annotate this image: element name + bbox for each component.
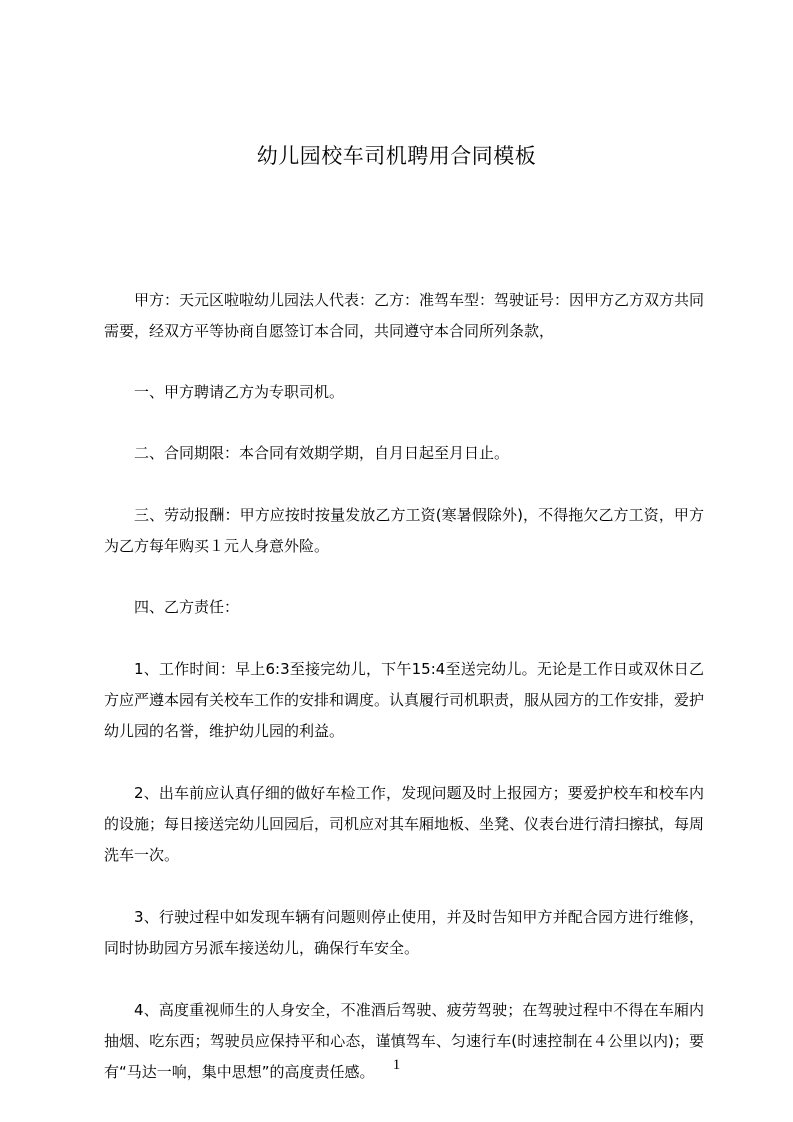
paragraph-clause-4: 四、乙方责任：: [134, 598, 240, 616]
paragraph-clause-1: 一、甲方聘请乙方为专职司机。: [134, 383, 345, 401]
paragraph-parties: 甲方：天元区啦啦幼儿园法人代表：乙方：准驾车型：驾驶证号：因甲方乙方双方共同需要，经双方平等协商自愿签订本合同，共同遵守本合同所列条款，: [104, 291, 705, 340]
paragraph-duty-1: 1、工作时间：早上6:3至接完幼儿，下午15:4至送完幼儿。无论是工作日或双休日乙方应严遵本园有关校车工作的安排和调度。认真履行司机职责，服从园方的工作安排，爱护幼儿园的名誉，维护幼儿园的利益。: [104, 660, 705, 740]
paragraph-duty-3: 3、行驶过程中如发现车辆有问题则停止使用，并及时告知甲方并配合园方进行维修，同时协助园方另派车接送幼儿，确保行车安全。: [104, 908, 704, 957]
paragraph-duty-4: 4、高度重视师生的人身安全，不准酒后驾驶、疲劳驾驶；在驾驶过程中不得在车厢内抽烟、吃东西；驾驶员应保持平和心态，谨慎驾车、匀速行车(时速控制在４公里以内)；要有“马达一响，集中思想”的高度责任感。: [104, 1001, 704, 1081]
paragraph-clause-2: 二、合同期限：本合同有效期学期，自月日起至月日止。: [134, 444, 510, 462]
page-number: 1: [392, 1057, 401, 1073]
paragraph-duty-2: 2、出车前应认真仔细的做好车检工作，发现问题及时上报园方；要爱护校车和校车内的设施；每日接送完幼儿回园后，司机应对其车厢地板、坐凳、仪表台进行清扫擦拭，每周洗车一次。: [104, 784, 705, 864]
paragraph-clause-3: 三、劳动报酬：甲方应按时按量发放乙方工资(寒暑假除外)，不得拖欠乙方工资，甲方为乙方每年购买１元人身意外险。: [104, 506, 704, 555]
document-title: 幼儿园校车司机聘用合同模板: [256, 144, 537, 168]
document-body: [104, 285, 704, 1088]
